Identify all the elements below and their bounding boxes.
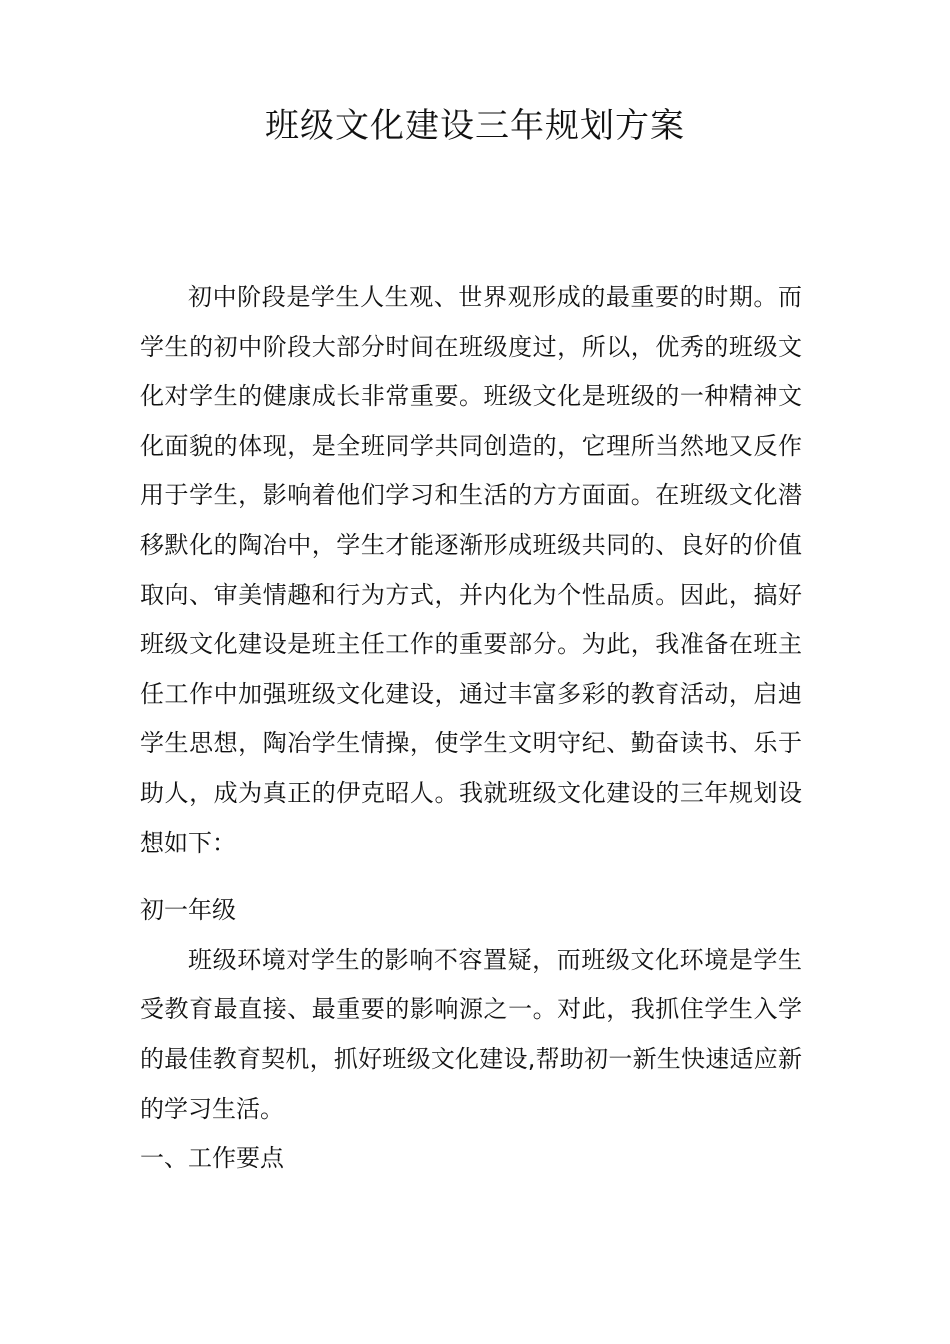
grade1-paragraph: 班级环境对学生的影响不容置疑，而班级文化环境是学生受教育最直接、最重要的影响源之一。对此，我抓住学生入学的最佳教育契机，抓好班级文化建设,帮助初一新生快速适应新的学习生活。 [140,945,802,1123]
subheading-work-points: 一、工作要点 [140,1144,284,1173]
document-title: 班级文化建设三年规划方案 [265,106,685,146]
section-heading-grade1: 初一年级 [140,896,236,925]
document-body [140,273,802,1184]
intro-paragraph: 初中阶段是学生人生观、世界观形成的最重要的时期。而学生的初中阶段大部分时间在班级度过，所以，优秀的班级文化对学生的健康成长非常重要。班级文化是班级的一种精神文化面貌的体现，是全班同学共同创造的，它理所当然地又反作用于学生，影响着他们学习和生活的方方面面。在班级文化潜移默化的陶冶中，学生才能逐渐形成班级共同的、良好的价值取向、审美情趣和行为方式，并内化为个性品质。因此，搞好班级文化建设是班主任工作的重要部分。为此，我准备在班主任工作中加强班级文化建设，通过丰富多彩的教育活动，启迪学生思想，陶冶学生情操，使学生文明守纪、勤奋读书、乐于助人，成为真正的伊克昭人。我就班级文化建设的三年规划设想如下： [140,283,802,857]
